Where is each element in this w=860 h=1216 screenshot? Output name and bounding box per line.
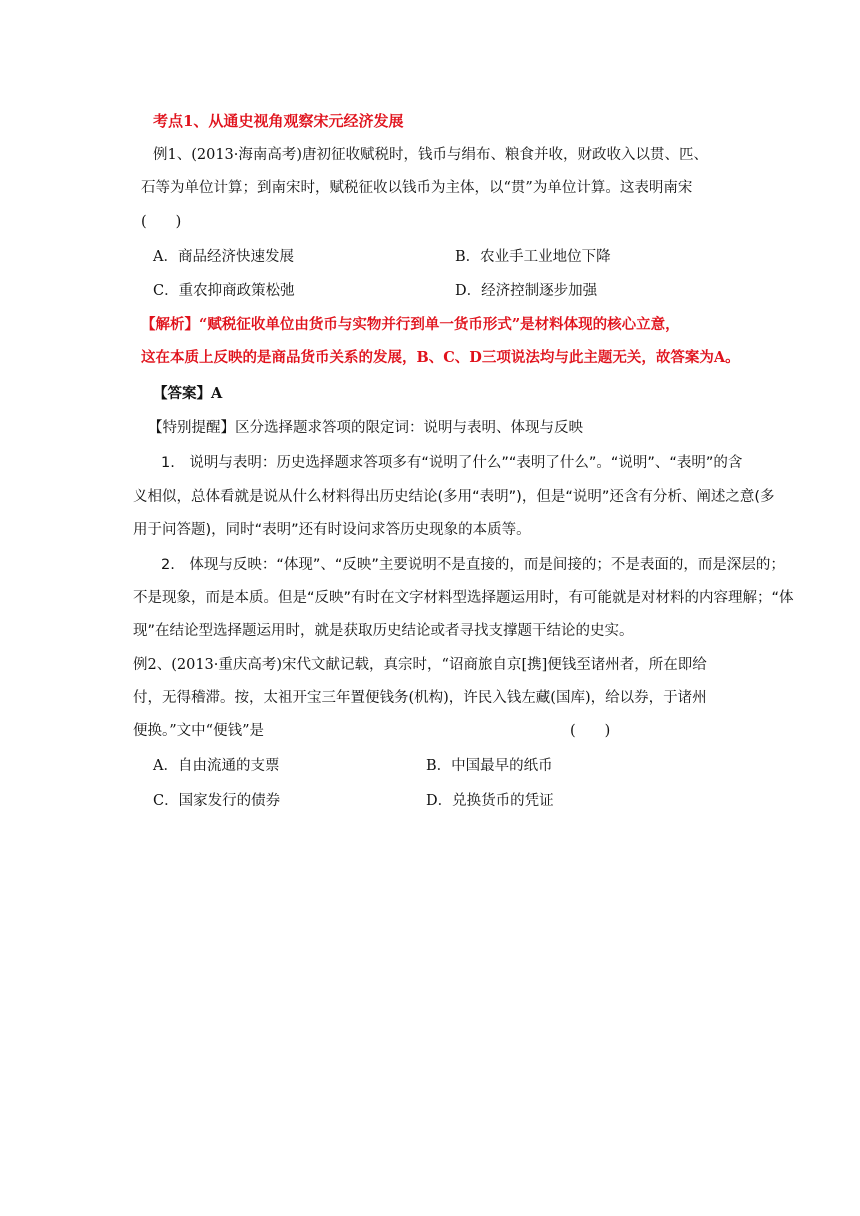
question-1-analysis-line-2: 这在本质上反映的是商品货币关系的发展，B、C、D三项说法均与此主题无关，故答案为A。 (141, 349, 740, 366)
question-1-option-d: D．经济控制逐步加强 (455, 283, 598, 299)
question-1-option-a: A．商品经济快速发展 (153, 249, 294, 265)
question-1-stem-line-1: 例1、(2013·海南高考)唐初征收赋税时，钱币与绢布、粮食并收，财政收入以贯、匹、 (153, 147, 709, 163)
question-2-option-d: D．兑换货币的凭证 (426, 793, 554, 809)
question-1-analysis-line-1: 【解析】“赋税征收单位由货币与实物并行到单一货币形式”是材料体现的核心立意， (141, 316, 680, 333)
question-2-stem-line-2: 付，无得稽滞。按，太祖开宝三年置便钱务(机构)，许民入钱左藏(国库)，给以券，于诸州 (133, 690, 707, 706)
question-2-stem-line-1: 例2、(2013·重庆高考)宋代文献记载，真宗时，“诏商旅自京[携]便钱至诸州者，所在即给 (133, 657, 707, 673)
question-2-answer-bracket: ( ) (570, 723, 611, 739)
question-1-stem-line-2: 石等为单位计算；到南宋时，赋税征收以钱币为主体，以“贯”为单位计算。这表明南宋 (141, 180, 693, 196)
section-heading: 考点1、从通史视角观察宋元经济发展 (153, 112, 404, 130)
question-2-option-a: A．自由流通的支票 (153, 758, 280, 774)
tip-paragraph-2-line-1: 2. 体现与反映：“体现”、“反映”主要说明不是直接的，而是间接的；不是表面的，而是深层的； (161, 557, 785, 573)
tip-paragraph-1-line-3: 用于问答题)，同时“表明”还有时设问求答历史现象的本质等。 (133, 522, 531, 538)
question-1-answer: 【答案】A (153, 385, 223, 402)
question-2-stem-line-3: 便换。”文中“便钱”是 (133, 723, 264, 739)
tip-paragraph-1-line-2: 义相似，总体看就是说从什么材料得出历史结论(多用“表明”)，但是“说明”还含有分析、阐述之意(多 (133, 489, 775, 505)
tip-title: 【特别提醒】区分选择题求答项的限定词：说明与表明、体现与反映 (148, 420, 583, 436)
tip-paragraph-2-line-2: 不是现象，而是本质。但是“反映”有时在文字材料型选择题运用时，有可能就是对材料的内容理解；“体 (133, 590, 794, 606)
tip-paragraph-1-line-1: 1. 说明与表明：历史选择题求答项多有“说明了什么”“表明了什么”。“说明”、“表明”的含 (161, 455, 743, 471)
question-2-option-b: B．中国最早的纸币 (426, 758, 553, 774)
question-2-option-c: C．国家发行的债券 (153, 793, 281, 809)
question-1-option-b: B．农业手工业地位下降 (455, 249, 611, 265)
question-1-stem-line-3: ( ) (141, 214, 182, 230)
question-1-option-c: C．重农抑商政策松弛 (153, 283, 295, 299)
tip-paragraph-2-line-3: 现”在结论型选择题运用时，就是获取历史结论或者寻找支撑题干结论的史实。 (133, 623, 634, 639)
